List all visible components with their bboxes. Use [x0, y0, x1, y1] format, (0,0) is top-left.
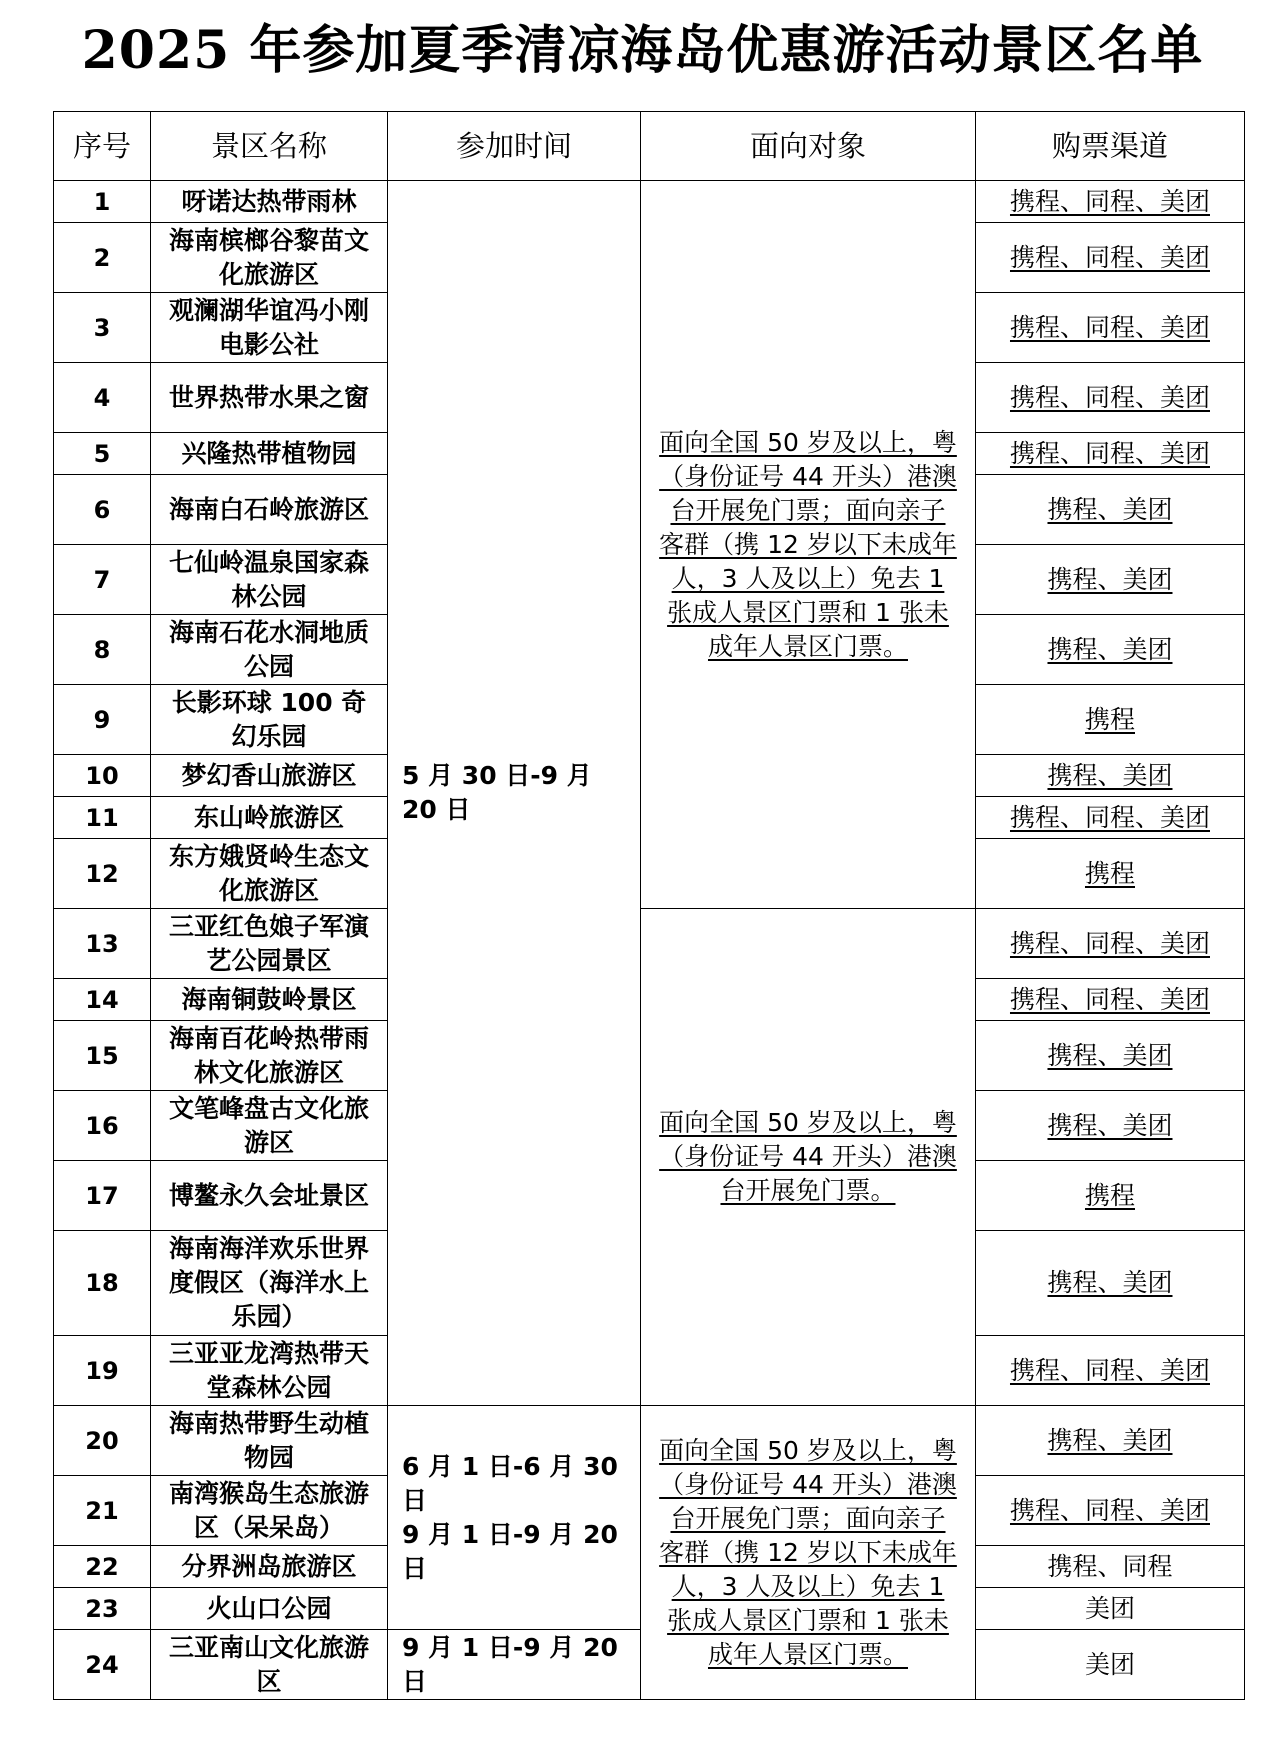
header-target: 面向对象	[641, 112, 976, 181]
row-index: 20	[54, 1406, 151, 1476]
header-channel: 购票渠道	[976, 112, 1245, 181]
channel-cell	[976, 1336, 1245, 1406]
channel-cell	[976, 615, 1245, 685]
channel-link[interactable]: 携程	[1084, 858, 1135, 888]
row-index: 21	[54, 1476, 151, 1546]
channel-cell	[976, 839, 1245, 909]
row-index: 9	[54, 685, 151, 755]
header-row	[54, 112, 1245, 181]
row-index: 23	[54, 1588, 151, 1630]
header-time: 参加时间	[388, 112, 641, 181]
channel-cell	[976, 755, 1245, 797]
channel-cell	[976, 545, 1245, 615]
spot-name: 世界热带水果之窗	[151, 363, 388, 433]
row-index: 13	[54, 909, 151, 979]
page-title: 2025 年参加夏季清凉海岛优惠游活动景区名单	[81, 20, 1204, 81]
row-index: 18	[54, 1231, 151, 1336]
row-index: 16	[54, 1091, 151, 1161]
period-line: 9 月 1 日-9 月 20 日	[402, 1519, 618, 1583]
channel-link[interactable]: 携程、同程、美团	[1009, 984, 1210, 1014]
spot-name: 海南百花岭热带雨林文化旅游区	[151, 1021, 388, 1091]
channel-cell	[976, 1476, 1245, 1546]
spot-name: 火山口公园	[151, 1588, 388, 1630]
channel-link[interactable]: 携程、美团	[1047, 760, 1173, 790]
channel-text: 美团	[1084, 1593, 1135, 1623]
target-text: 面向全国 50 岁及以上，粤（身份证号 44 开头）港澳台开展免门票。	[659, 1108, 957, 1205]
channel-cell	[976, 1546, 1245, 1588]
spot-name: 海南槟榔谷黎苗文化旅游区	[151, 223, 388, 293]
target-text: 面向全国 50 岁及以上，粤（身份证号 44 开头）港澳台开展免门票；面向亲子客群（携 12 岁以下未成年人，3 人及以上）免去 1 张成人景区门票和 1 张未成年人景区门票。	[659, 1435, 957, 1669]
channel-link[interactable]: 携程、美团	[1047, 494, 1173, 524]
channel-link[interactable]: 携程、同程、美团	[1009, 438, 1210, 468]
channel-cell	[976, 181, 1245, 223]
period-cell	[388, 181, 641, 1406]
spot-name: 七仙岭温泉国家森林公园	[151, 545, 388, 615]
row-index: 14	[54, 979, 151, 1021]
spot-name: 梦幻香山旅游区	[151, 755, 388, 797]
spot-name: 分界洲岛旅游区	[151, 1546, 388, 1588]
target-cell	[641, 1406, 976, 1700]
row-index: 5	[54, 433, 151, 475]
spot-name: 文笔峰盘古文化旅游区	[151, 1091, 388, 1161]
row-index: 4	[54, 363, 151, 433]
spot-name: 海南热带野生动植物园	[151, 1406, 388, 1476]
channel-cell	[976, 797, 1245, 839]
channel-cell	[976, 1630, 1245, 1700]
channel-link[interactable]: 携程、同程、美团	[1009, 382, 1210, 412]
spot-name: 东方娥贤岭生态文化旅游区	[151, 839, 388, 909]
row-index: 15	[54, 1021, 151, 1091]
spot-name: 兴隆热带植物园	[151, 433, 388, 475]
header-index: 序号	[54, 112, 151, 181]
row-index: 6	[54, 475, 151, 545]
channel-link[interactable]: 携程、同程、美团	[1009, 312, 1210, 342]
channel-cell	[976, 909, 1245, 979]
channel-text: 携程、同程	[1047, 1551, 1173, 1581]
scenic-spot-table	[53, 111, 1245, 1700]
row-index: 7	[54, 545, 151, 615]
spot-name: 博鳌永久会址景区	[151, 1161, 388, 1231]
spot-name: 观澜湖华谊冯小刚电影公社	[151, 293, 388, 363]
spot-name: 三亚亚龙湾热带天堂森林公园	[151, 1336, 388, 1406]
channel-cell	[976, 1161, 1245, 1231]
period-cell	[388, 1630, 641, 1700]
row-index: 10	[54, 755, 151, 797]
channel-cell	[976, 979, 1245, 1021]
spot-name: 呀诺达热带雨林	[151, 181, 388, 223]
channel-cell	[976, 1406, 1245, 1476]
table-row	[54, 909, 1245, 979]
channel-cell	[976, 433, 1245, 475]
channel-link[interactable]: 携程、同程、美团	[1009, 186, 1210, 216]
channel-cell	[976, 293, 1245, 363]
spot-name: 海南铜鼓岭景区	[151, 979, 388, 1021]
row-index: 1	[54, 181, 151, 223]
channel-cell	[976, 1588, 1245, 1630]
channel-cell	[976, 475, 1245, 545]
channel-link[interactable]: 携程、美团	[1047, 564, 1173, 594]
channel-cell	[976, 1231, 1245, 1336]
header-name: 景区名称	[151, 112, 388, 181]
row-index: 24	[54, 1630, 151, 1700]
target-text: 面向全国 50 岁及以上，粤（身份证号 44 开头）港澳台开展免门票；面向亲子客群（携 12 岁以下未成年人，3 人及以上）免去 1 张成人景区门票和 1 张未成年人景区门票。	[659, 427, 957, 661]
table-row	[54, 181, 1245, 223]
table-row	[54, 1406, 1245, 1476]
period-cell	[388, 1406, 641, 1630]
period-line: 5 月 30 日-9 月 20 日	[402, 761, 592, 824]
channel-link[interactable]: 携程、同程、美团	[1009, 1495, 1210, 1525]
channel-text: 美团	[1084, 1649, 1135, 1679]
row-index: 12	[54, 839, 151, 909]
spot-name: 东山岭旅游区	[151, 797, 388, 839]
period-line: 6 月 1 日-6 月 30 日	[402, 1451, 618, 1515]
row-index: 3	[54, 293, 151, 363]
channel-link[interactable]: 携程、同程、美团	[1009, 928, 1210, 958]
spot-name: 三亚南山文化旅游区	[151, 1630, 388, 1700]
row-index: 11	[54, 797, 151, 839]
channel-link[interactable]: 携程、美团	[1047, 1268, 1173, 1297]
spot-name: 南湾猴岛生态旅游区（呆呆岛）	[151, 1476, 388, 1546]
row-index: 22	[54, 1546, 151, 1588]
spot-name: 长影环球 100 奇幻乐园	[151, 685, 388, 755]
channel-cell	[976, 1091, 1245, 1161]
row-index: 19	[54, 1336, 151, 1406]
channel-link[interactable]: 携程、同程、美团	[1009, 1355, 1210, 1385]
spot-name: 海南海洋欢乐世界度假区（海洋水上乐园）	[151, 1231, 388, 1336]
channel-cell	[976, 685, 1245, 755]
channel-link[interactable]: 携程、同程、美团	[1009, 802, 1210, 832]
channel-cell	[976, 223, 1245, 293]
channel-link[interactable]: 携程、美团	[1047, 1040, 1173, 1070]
spot-name: 海南石花水洞地质公园	[151, 615, 388, 685]
period-line: 9 月 1 日-9 月 20 日	[402, 1632, 618, 1696]
row-index: 17	[54, 1161, 151, 1231]
channel-link[interactable]: 携程、美团	[1047, 634, 1173, 664]
spot-name: 海南白石岭旅游区	[151, 475, 388, 545]
channel-link[interactable]: 携程、美团	[1047, 1110, 1173, 1140]
row-index: 8	[54, 615, 151, 685]
row-index: 2	[54, 223, 151, 293]
channel-link[interactable]: 携程、同程、美团	[1009, 242, 1210, 272]
channel-cell	[976, 1021, 1245, 1091]
channel-link[interactable]: 携程	[1084, 1180, 1135, 1210]
target-cell	[641, 181, 976, 909]
channel-cell	[976, 363, 1245, 433]
target-cell	[641, 909, 976, 1406]
channel-link[interactable]: 携程、美团	[1047, 1425, 1173, 1455]
channel-link[interactable]: 携程	[1084, 704, 1135, 734]
spot-name: 三亚红色娘子军演艺公园景区	[151, 909, 388, 979]
